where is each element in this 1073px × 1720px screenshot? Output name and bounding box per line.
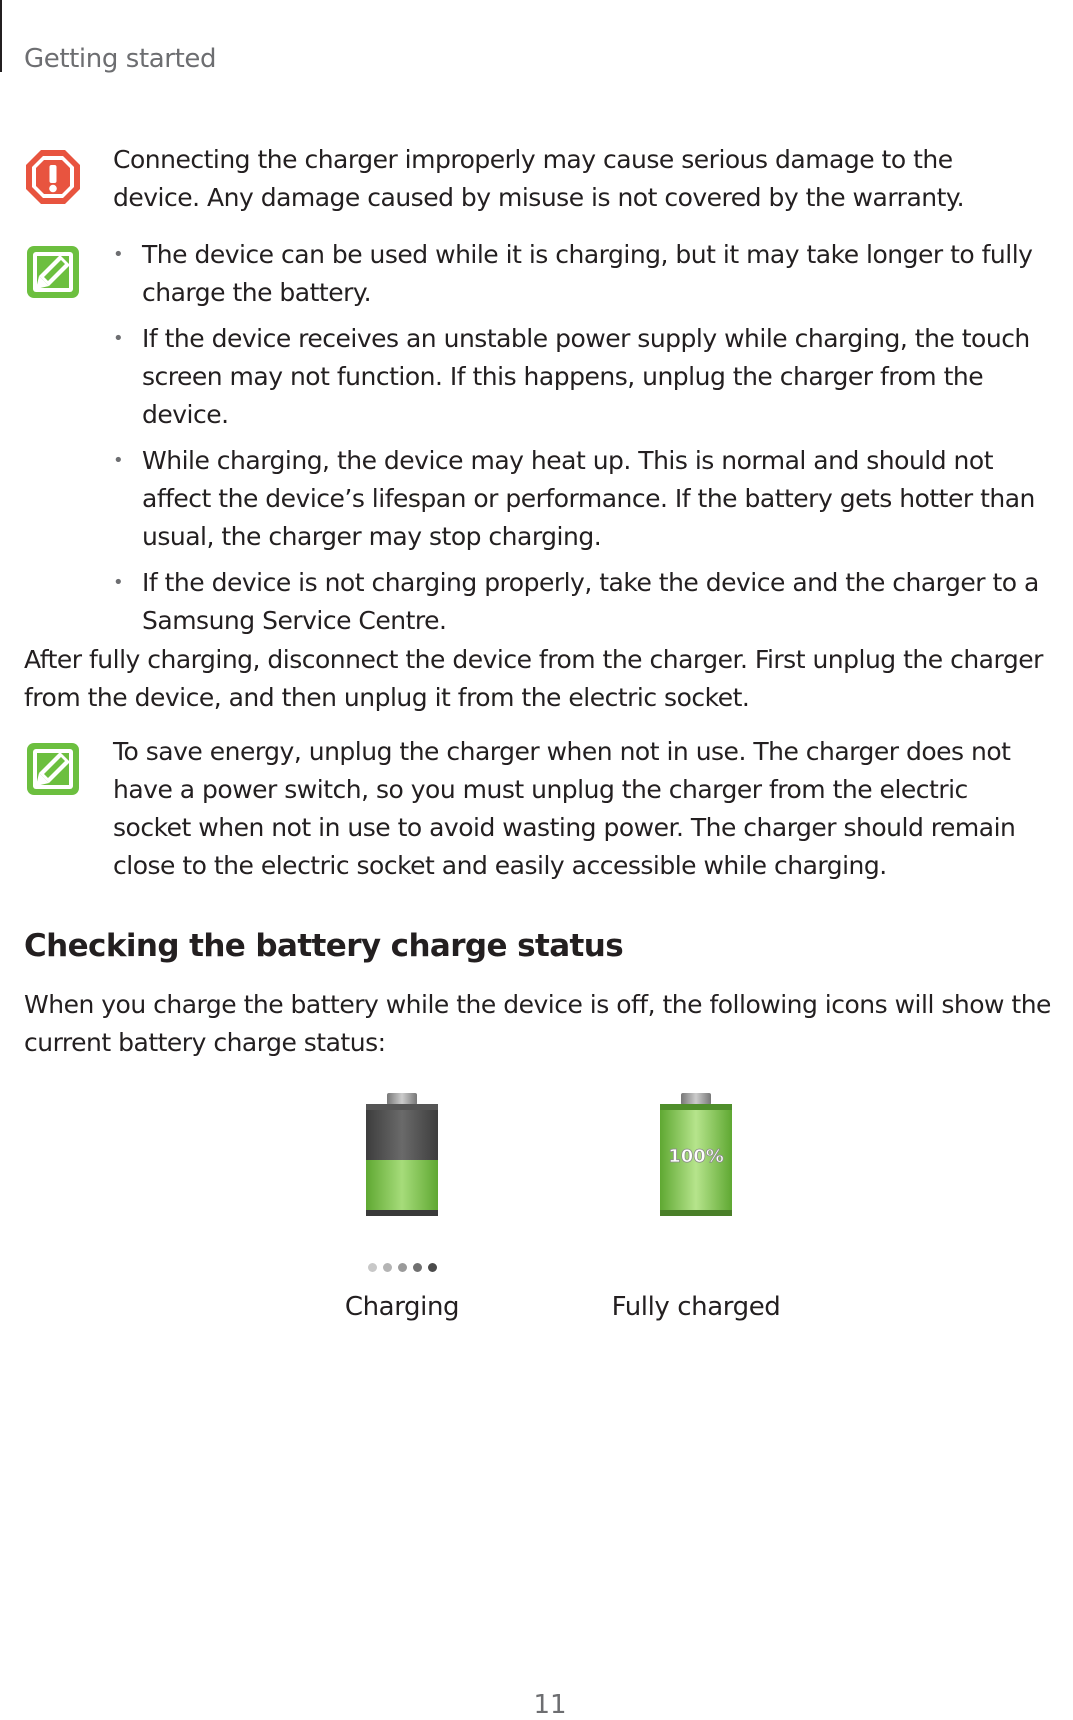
battery-percent-label: 100% (668, 1146, 724, 1167)
section-heading: Checking the battery charge status (24, 928, 624, 964)
page-number: 11 (533, 1690, 567, 1720)
progress-dot (398, 1263, 407, 1272)
section-intro: When you charge the battery while the device is off, the following icons will show the current battery charge status: (24, 990, 1051, 1057)
page-header: Getting started (24, 44, 217, 74)
progress-dot (383, 1263, 392, 1272)
battery-charging-icon (360, 1090, 444, 1224)
note-bullet-list (113, 236, 1063, 648)
energy-note-text: To save energy, unplug the charger when not in use. The charger does not have a power switch, so you must unplug the charger from the electric socket when not in use to avoid wasting power. The charger should remain close to the electric socket and easily accessible while charging. (113, 737, 1016, 880)
charging-caption: Charging (344, 1292, 460, 1322)
caution-exclamation-icon (24, 148, 82, 206)
page-edge-rule (0, 0, 2, 72)
list-item: • If the device is not charging properly, take the device and the charger to a Samsung Service Centre. (113, 568, 1039, 635)
list-item: • While charging, the device may heat up. This is normal and should not affect the device’s lifespan or performance. If the battery gets hotter than usual, the charger may stop charging. (113, 446, 1035, 551)
progress-dot (428, 1263, 437, 1272)
progress-dot (413, 1263, 422, 1272)
charging-progress-dots (368, 1263, 437, 1272)
note-pencil-icon (24, 243, 82, 301)
progress-dot (368, 1263, 377, 1272)
list-item: • The device can be used while it is charging, but it may take longer to fully charge the battery. (113, 240, 1033, 307)
note-pencil-icon (24, 740, 82, 798)
battery-full-icon (654, 1090, 738, 1224)
caution-text: Connecting the charger improperly may cause serious damage to the device. Any damage caused by misuse is not covered by the warranty. (113, 145, 965, 212)
body-paragraph: After fully charging, disconnect the device from the charger. First unplug the charger from the device, and then unplug it from the electric socket. (24, 645, 1043, 712)
list-item: • If the device receives an unstable power supply while charging, the touch screen may not function. If this happens, unplug the charger from the device. (113, 324, 1030, 429)
fully-charged-caption: Fully charged (611, 1292, 781, 1322)
